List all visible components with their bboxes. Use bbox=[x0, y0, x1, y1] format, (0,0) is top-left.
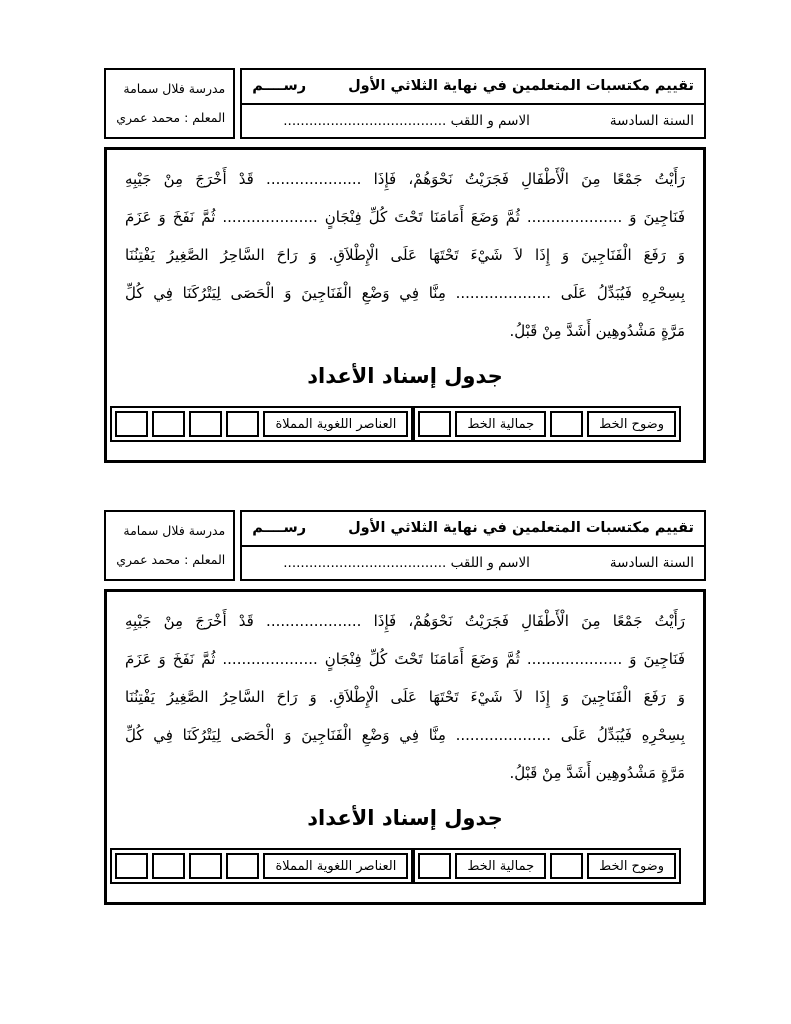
grade-level: السنة السادسة bbox=[609, 554, 694, 571]
student-name-field: الاسم و اللقب ...................................... bbox=[283, 112, 530, 129]
dictation-line: رَأَيْتُ جَمْعًا مِنَ الْأَطْفَالِ فَجَرَيْتُ نَحْوَهُمْ، فَإِذَا .................... قَدْ أَخْرَجَ مِنْ جَيْبِهِ bbox=[125, 612, 685, 630]
elements-label: العناصر اللغوية المملاة bbox=[263, 853, 408, 879]
title-row bbox=[242, 70, 704, 105]
beauty-score-cell bbox=[418, 411, 451, 437]
elements-score-cell bbox=[152, 411, 185, 437]
elements-score-cell bbox=[115, 411, 148, 437]
school-name: مدرسة فلال سمامة bbox=[123, 81, 226, 97]
elements-label: العناصر اللغوية المملاة bbox=[263, 411, 408, 437]
beauty-label: جمالية الخط bbox=[455, 411, 546, 437]
handwriting-score-table bbox=[413, 848, 681, 884]
school-name: مدرسة فلال سمامة bbox=[123, 523, 226, 539]
dictation-frame bbox=[104, 147, 706, 463]
teacher-name: المعلم : محمد عمري bbox=[116, 551, 226, 567]
dictation-paragraph bbox=[125, 602, 685, 792]
assessment-title: تقييم مكتسبات المتعلمين في نهاية الثلاثي الأول bbox=[348, 78, 694, 95]
dictation-frame bbox=[104, 589, 706, 905]
clarity-score-cell bbox=[550, 853, 583, 879]
subject-label: رســــم bbox=[252, 520, 307, 537]
assessment-form-1 bbox=[104, 68, 706, 463]
clarity-score-cell bbox=[550, 411, 583, 437]
elements-score-cell bbox=[189, 853, 222, 879]
clarity-label: وضوح الخط bbox=[587, 411, 676, 437]
assessment-form-2 bbox=[104, 510, 706, 905]
score-row bbox=[125, 848, 685, 884]
handwriting-score-table bbox=[413, 406, 681, 442]
clarity-label: وضوح الخط bbox=[587, 853, 676, 879]
score-row bbox=[125, 406, 685, 442]
form-header bbox=[104, 510, 706, 581]
beauty-score-cell bbox=[418, 853, 451, 879]
name-row bbox=[242, 105, 704, 138]
dictation-line: رَأَيْتُ جَمْعًا مِنَ الْأَطْفَالِ فَجَرَيْتُ نَحْوَهُمْ، فَإِذَا .................... قَدْ أَخْرَجَ مِنْ جَيْبِهِ bbox=[125, 170, 685, 188]
elements-score-cell bbox=[152, 853, 185, 879]
language-elements-table bbox=[110, 406, 413, 442]
elements-score-cell bbox=[226, 411, 259, 437]
dictation-line: بِسِحْرِهِ فَيُبَدِّلُ عَلَى .................... مِنَّا فِي وَضْعِ الْفَنَاجِينَ وَ الْحَصَى لِيَتْرُكَنَا فِي كُلِّ bbox=[125, 284, 685, 302]
header-main-box bbox=[240, 510, 706, 581]
elements-score-cell bbox=[226, 853, 259, 879]
assessment-title: تقييم مكتسبات المتعلمين في نهاية الثلاثي الأول bbox=[348, 520, 694, 537]
dictation-line: وَ رَفَعَ الْفَنَاجِينَ وَ إِذَا لاَ شَيْءَ تَحْتَهَا عَلَى الْإِطْلاَقِ. وَ رَاحَ السَّاحِرُ الصَّغِيرُ يَفْتِنُنَا bbox=[125, 246, 685, 264]
dictation-line: فَنَاجِينَ وَ .................... ثُمَّ وَضَعَ أَمَامَنَا تَحْتَ كُلِّ فِنْجَانٍ .................... ثُمَّ نَفَخَ وَ عَزَمَ bbox=[125, 650, 685, 668]
header-main-box bbox=[240, 68, 706, 139]
school-box bbox=[104, 510, 235, 581]
grades-table-title: جدول إسناد الأعداد bbox=[307, 364, 503, 388]
name-row bbox=[242, 547, 704, 580]
subject-label: رســــم bbox=[252, 78, 307, 95]
language-elements-table bbox=[110, 848, 413, 884]
dictation-line: فَنَاجِينَ وَ .................... ثُمَّ وَضَعَ أَمَامَنَا تَحْتَ كُلِّ فِنْجَانٍ .................... ثُمَّ نَفَخَ وَ عَزَمَ bbox=[125, 208, 685, 226]
dictation-paragraph bbox=[125, 160, 685, 350]
form-header bbox=[104, 68, 706, 139]
dictation-line: مَرَّةٍ مَشْدُوهِين أَشَدَّ مِنْ قَبْلُ. bbox=[509, 322, 685, 340]
dictation-line: مَرَّةٍ مَشْدُوهِين أَشَدَّ مِنْ قَبْلُ. bbox=[509, 764, 685, 782]
dictation-line: بِسِحْرِهِ فَيُبَدِّلُ عَلَى .................... مِنَّا فِي وَضْعِ الْفَنَاجِينَ وَ الْحَصَى لِيَتْرُكَنَا فِي كُلِّ bbox=[125, 726, 685, 744]
elements-score-cell bbox=[189, 411, 222, 437]
school-box bbox=[104, 68, 235, 139]
beauty-label: جمالية الخط bbox=[455, 853, 546, 879]
title-row bbox=[242, 512, 704, 547]
grades-table-title: جدول إسناد الأعداد bbox=[307, 806, 503, 830]
elements-score-cell bbox=[115, 853, 148, 879]
grade-level: السنة السادسة bbox=[609, 112, 694, 129]
student-name-field: الاسم و اللقب ...................................... bbox=[283, 554, 530, 571]
teacher-name: المعلم : محمد عمري bbox=[116, 109, 226, 125]
dictation-line: وَ رَفَعَ الْفَنَاجِينَ وَ إِذَا لاَ شَيْءَ تَحْتَهَا عَلَى الْإِطْلاَقِ. وَ رَاحَ السَّاحِرُ الصَّغِيرُ يَفْتِنُنَا bbox=[125, 688, 685, 706]
